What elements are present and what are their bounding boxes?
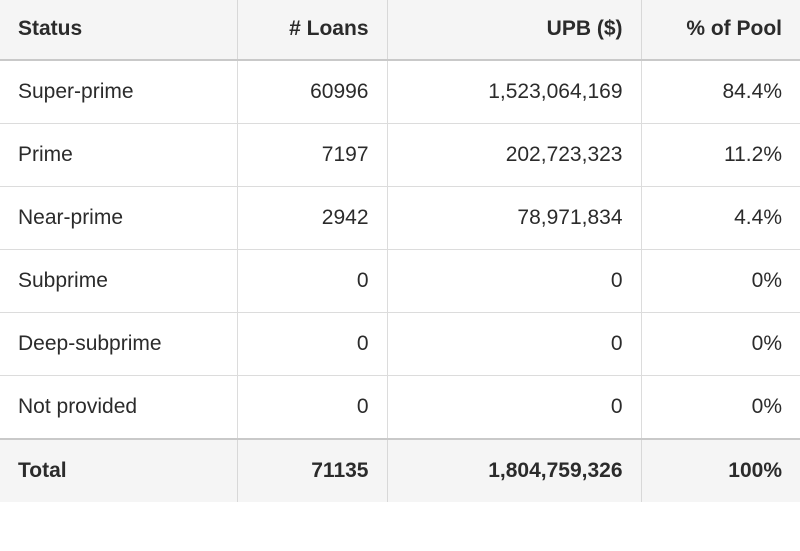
table-row bbox=[0, 250, 800, 313]
cell-status: Prime bbox=[0, 124, 237, 187]
cell-pct: 84.4% bbox=[641, 60, 800, 124]
column-header-loans: # Loans bbox=[237, 0, 387, 60]
cell-upb: 202,723,323 bbox=[387, 124, 641, 187]
cell-upb: 0 bbox=[387, 376, 641, 440]
column-header-status: Status bbox=[0, 0, 237, 60]
cell-upb: 0 bbox=[387, 313, 641, 376]
cell-pct: 0% bbox=[641, 313, 800, 376]
cell-upb: 0 bbox=[387, 250, 641, 313]
column-header-upb: UPB ($) bbox=[387, 0, 641, 60]
cell-total-upb: 1,804,759,326 bbox=[387, 439, 641, 502]
cell-status: Not provided bbox=[0, 376, 237, 440]
cell-loans: 7197 bbox=[237, 124, 387, 187]
cell-total-loans: 71135 bbox=[237, 439, 387, 502]
cell-loans: 0 bbox=[237, 250, 387, 313]
table-row bbox=[0, 313, 800, 376]
table-row bbox=[0, 60, 800, 124]
cell-status: Subprime bbox=[0, 250, 237, 313]
cell-loans: 0 bbox=[237, 376, 387, 440]
cell-status: Deep-subprime bbox=[0, 313, 237, 376]
cell-total-label: Total bbox=[0, 439, 237, 502]
table-row bbox=[0, 376, 800, 440]
table-header-row bbox=[0, 0, 800, 60]
cell-pct: 0% bbox=[641, 376, 800, 440]
table-row bbox=[0, 124, 800, 187]
table-total-row bbox=[0, 439, 800, 502]
column-header-pct: % of Pool bbox=[641, 0, 800, 60]
cell-pct: 0% bbox=[641, 250, 800, 313]
cell-pct: 11.2% bbox=[641, 124, 800, 187]
cell-loans: 2942 bbox=[237, 187, 387, 250]
cell-total-pct: 100% bbox=[641, 439, 800, 502]
table-row bbox=[0, 187, 800, 250]
table-header bbox=[0, 0, 800, 60]
cell-upb: 78,971,834 bbox=[387, 187, 641, 250]
cell-status: Near-prime bbox=[0, 187, 237, 250]
cell-status: Super-prime bbox=[0, 60, 237, 124]
cell-upb: 1,523,064,169 bbox=[387, 60, 641, 124]
cell-loans: 0 bbox=[237, 313, 387, 376]
cell-pct: 4.4% bbox=[641, 187, 800, 250]
table-body bbox=[0, 60, 800, 439]
cell-loans: 60996 bbox=[237, 60, 387, 124]
table-footer bbox=[0, 439, 800, 502]
